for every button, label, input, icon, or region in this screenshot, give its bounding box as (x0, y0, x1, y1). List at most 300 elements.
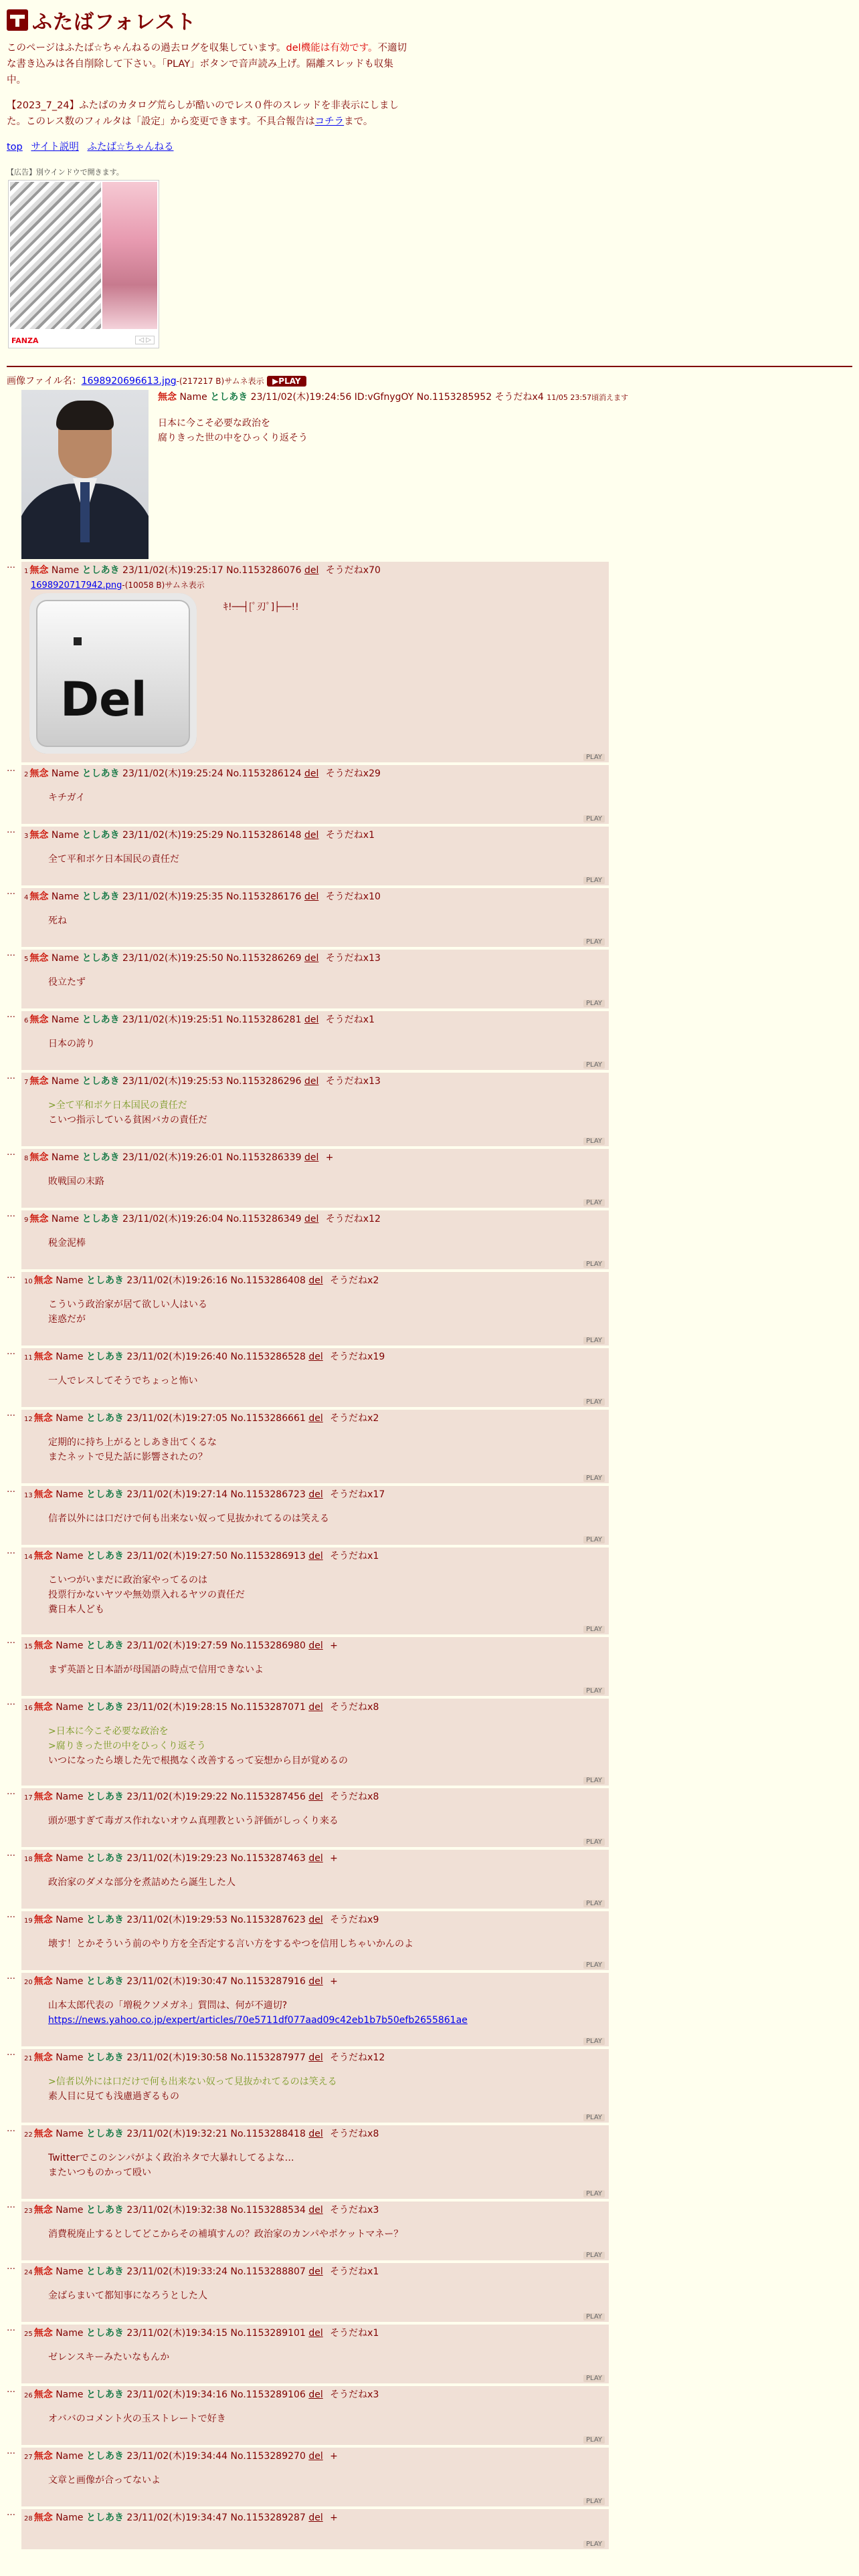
reply-play-button[interactable]: PLAY (583, 1626, 605, 1633)
reply-body-box (21, 2448, 609, 2506)
del-key-thumbnail[interactable] (29, 593, 197, 754)
reply-del-link[interactable]: del (304, 830, 319, 841)
reply-body (48, 2473, 606, 2488)
reply-sodane[interactable]: そうだねx1 (325, 1014, 375, 1025)
reply-subject: 無念 (29, 1152, 49, 1163)
ad-banner[interactable] (8, 180, 159, 348)
op-file-line (7, 374, 852, 387)
reply-del-link[interactable]: del (308, 1915, 323, 1925)
reply-body-line: 糞日本人ども (48, 1604, 104, 1615)
reply-menu-icon[interactable]: … (7, 2385, 15, 2395)
reply-sodane[interactable]: そうだねx9 (330, 1915, 379, 1925)
reply-sodane[interactable]: そうだねx29 (325, 768, 381, 779)
reply-sodane[interactable]: + (330, 1640, 338, 1651)
reply-url-link[interactable]: https://news.yahoo.co.jp/expert/articles/70e5711df077aad09c42eb1b7b50efb2655861ae (48, 2015, 468, 2026)
reply-menu-icon[interactable]: … (7, 2200, 15, 2210)
reply-menu-icon[interactable]: … (7, 1636, 15, 1646)
reply (7, 888, 609, 947)
reply-body (48, 1998, 606, 2028)
reply-body-box (21, 2202, 609, 2260)
reply-index: 2 (24, 771, 29, 778)
reply-play-button[interactable]: PLAY (583, 2252, 605, 2259)
reply-name-label: Name (56, 1489, 84, 1500)
reply-del-link[interactable]: del (308, 1976, 323, 1987)
reply-del-link[interactable]: del (304, 891, 319, 902)
reply-body-line: 一人でレスしてそうでちょっと怖い (48, 1376, 198, 1386)
reply-body-line: 政治家のダメな部分を煮詰めたら誕生した人 (48, 1877, 235, 1888)
reply-body-line: 信者以外には口だけで何も出来ない奴って見抜かれてるのは笑える (48, 1513, 329, 1524)
reply-menu-icon[interactable]: … (7, 1787, 15, 1797)
reply-body-box (21, 562, 609, 762)
reply-sodane[interactable]: そうだねx2 (330, 1275, 379, 1286)
reply-date: 23/11/02(木)19:25:51 No.1153286281 (122, 1014, 302, 1025)
reply-del-link[interactable]: del (308, 2512, 323, 2523)
reply-play-button[interactable]: PLAY (583, 1900, 605, 1907)
reply-index: 9 (24, 1216, 29, 1224)
reply-body-line: 投票行かないヤツや無効票入れるヤツの責任だ (48, 1590, 245, 1600)
reply-menu-icon[interactable]: … (7, 1408, 15, 1418)
reply-body-box (21, 1149, 609, 1208)
reply-date: 23/11/02(木)19:32:38 No.1153288534 (126, 2205, 306, 2216)
reply-play-button[interactable]: PLAY (583, 1000, 605, 1007)
reply-date: 23/11/02(木)19:30:47 No.1153287916 (126, 1976, 306, 1987)
reply-index: 6 (24, 1017, 29, 1025)
reply-name-label: Name (56, 2052, 84, 2063)
reply-date: 23/11/02(木)19:26:16 No.1153286408 (126, 1275, 306, 1286)
reply-body (48, 2151, 606, 2180)
top-link[interactable]: top (7, 142, 23, 152)
reply-menu-icon[interactable]: … (7, 1071, 15, 1081)
reply-body-line: 迷惑だが (48, 1314, 86, 1325)
reply-body (48, 975, 606, 990)
reply-body (48, 1875, 606, 1890)
reply-body (48, 1435, 606, 1465)
reply-body-line: 税金泥棒 (48, 1238, 86, 1249)
reply-name-label: Name (56, 2129, 84, 2139)
site-header (7, 5, 852, 35)
reply (7, 950, 609, 1008)
reply-del-link[interactable]: del (304, 768, 319, 779)
reply-play-button[interactable]: PLAY (583, 754, 605, 761)
reply-sodane[interactable]: + (330, 2451, 338, 2462)
reply-subject: 無念 (33, 2328, 53, 2339)
reply-header (24, 2510, 606, 2527)
reply-name-label: Name (51, 891, 80, 902)
reply-name: としあき (82, 768, 120, 779)
reply-play-button[interactable]: PLAY (583, 1536, 605, 1543)
reply-play-button[interactable]: PLAY (583, 1961, 605, 1969)
reply-name-label: Name (51, 1214, 80, 1224)
reply-body-line: またネットで見た話に影響されたの？ (48, 1452, 207, 1463)
reply-menu-icon[interactable]: … (7, 825, 15, 835)
reply-name: としあき (86, 1352, 124, 1362)
reply-header (24, 1012, 606, 1029)
reply (7, 1210, 609, 1269)
reply-date: 23/11/02(木)19:29:53 No.1153287623 (126, 1915, 306, 1925)
reply-date: 23/11/02(木)19:26:01 No.1153286339 (122, 1152, 302, 1163)
reply-sodane[interactable]: そうだねx8 (330, 1702, 379, 1713)
reply-play-button[interactable]: PLAY (583, 1777, 605, 1784)
reply-del-link[interactable]: del (304, 1214, 319, 1224)
reply-play-button[interactable]: PLAY (583, 1138, 605, 1145)
reply-sodane[interactable]: そうだねx19 (330, 1352, 385, 1362)
bug-report-link[interactable]: コチラ (314, 116, 345, 127)
reply-name: としあき (86, 1915, 124, 1925)
reply-play-button[interactable]: PLAY (583, 2313, 605, 2321)
reply-name-label: Name (56, 1792, 84, 1802)
reply-body (48, 1174, 606, 1189)
reply-subject: 無念 (33, 2205, 53, 2216)
reply-sodane[interactable]: そうだねx3 (330, 2389, 379, 2400)
reply-play-button[interactable]: PLAY (583, 2114, 605, 2121)
reply-body-box (21, 1272, 609, 1346)
reply-body (48, 1814, 606, 1828)
reply-body-box (21, 1637, 609, 1696)
reply-del-link[interactable]: del (308, 1853, 323, 1864)
reply-name-label: Name (51, 565, 80, 576)
reply-sodane[interactable]: そうだねx17 (330, 1489, 385, 1500)
reply-sodane[interactable]: + (330, 1853, 338, 1864)
reply-name: としあき (86, 1551, 124, 1562)
reply-quote-line: >日本に今こそ必要な政治を (48, 1726, 169, 1737)
reply-subject: 無念 (33, 1792, 53, 1802)
reply-index: 8 (24, 1155, 29, 1162)
reply-name: としあき (86, 1792, 124, 1802)
reply-play-button[interactable]: PLAY (583, 1337, 605, 1344)
reply-play-button[interactable]: PLAY (583, 1398, 605, 1406)
ad-label: 【広告】別ウインドウで開きます。 (7, 168, 124, 177)
op-sodane[interactable]: そうだねx4 (494, 392, 544, 403)
reply-name-label: Name (56, 2389, 84, 2400)
reply-subject: 無念 (33, 2389, 53, 2400)
reply-del-link[interactable]: del (308, 1275, 323, 1286)
reply-index: 12 (24, 1416, 33, 1423)
reply (7, 2448, 609, 2506)
reply-del-link[interactable]: del (308, 2129, 323, 2139)
reply-del-link[interactable]: del (308, 1702, 323, 1713)
reply-play-button[interactable]: PLAY (583, 1061, 605, 1069)
reply-sodane[interactable]: そうだねx8 (330, 1792, 379, 1802)
reply-del-link[interactable]: del (308, 1792, 323, 1802)
reply-body-line: 素人目に見ても浅慮過ぎるもの (48, 2091, 179, 2102)
reply-subject: 無念 (33, 1853, 53, 1864)
reply-play-button[interactable]: PLAY (583, 2375, 605, 2382)
reply-play-button[interactable]: PLAY (583, 815, 605, 823)
reply-play-button[interactable]: PLAY (583, 1687, 605, 1695)
reply-body-line: 死ね (48, 916, 67, 926)
reply-del-link[interactable]: del (308, 1352, 323, 1362)
reply-body-box (21, 2325, 609, 2383)
reply-name-label: Name (56, 2266, 84, 2277)
reply-body-line: 消費税廃止するとしてどこからその補填すんの？政治家のカンパやポケットマネー？ (48, 2229, 403, 2240)
reply-header (24, 828, 606, 844)
reply-subject: 無念 (33, 1915, 53, 1925)
site-title[interactable]: ふたばフォレスト (32, 11, 197, 34)
reply-menu-icon[interactable]: … (7, 2124, 15, 2134)
reply-del-link[interactable]: del (304, 565, 319, 576)
reply (7, 2125, 609, 2199)
reply-sodane[interactable]: + (330, 2512, 338, 2523)
reply-play-button[interactable]: PLAY (583, 2541, 605, 2548)
intro-paragraph-2 (7, 98, 408, 130)
reply-index: 16 (24, 1705, 33, 1712)
reply-menu-icon[interactable]: … (7, 764, 15, 774)
reply-sodane[interactable]: そうだねx12 (325, 1214, 381, 1224)
reply-file-meta: -(10058 B)サムネ表示 (122, 580, 205, 590)
reply-play-button[interactable]: PLAY (583, 938, 605, 946)
reply-index: 10 (24, 1278, 33, 1285)
reply-body-box (21, 1073, 609, 1146)
reply-subject: 無念 (33, 2052, 53, 2063)
op-subject: 無念 (158, 392, 177, 403)
reply-play-button[interactable]: PLAY (583, 1261, 605, 1268)
reply-file-link[interactable]: 1698920717942.png (31, 580, 122, 591)
reply-sodane[interactable]: そうだねx8 (330, 2129, 379, 2139)
reply-menu-icon[interactable]: … (7, 1546, 15, 1556)
reply-name: としあき (86, 1489, 124, 1500)
reply-sodane[interactable]: そうだねx2 (330, 1413, 379, 1424)
reply (7, 1272, 609, 1346)
reply-sodane[interactable]: + (330, 1976, 338, 1987)
reply-subject: 無念 (33, 1352, 53, 1362)
reply-body (48, 2288, 606, 2303)
reply-menu-icon[interactable]: … (7, 560, 15, 570)
reply-menu-icon[interactable]: … (7, 1971, 15, 1981)
reply-del-link[interactable]: del (308, 2451, 323, 2462)
reply-index: 22 (24, 2131, 33, 2139)
reply-body-box (21, 1011, 609, 1070)
futaba-link[interactable]: ふたば☆ちゃんねる (87, 142, 174, 152)
reply-header (24, 1273, 606, 1289)
reply-sodane[interactable]: そうだねx3 (330, 2205, 379, 2216)
ad-image-right[interactable] (102, 182, 157, 329)
reply-subject: 無念 (33, 2451, 53, 2462)
reply-play-button[interactable]: PLAY (583, 877, 605, 884)
reply-subject: 無念 (33, 1702, 53, 1713)
reply-body (48, 2074, 606, 2104)
reply (7, 2202, 609, 2260)
reply-name: としあき (86, 2512, 124, 2523)
reply-menu-icon[interactable]: … (7, 2048, 15, 2058)
reply-sodane[interactable]: そうだねx13 (325, 1076, 381, 1087)
site-description-link[interactable]: サイト説明 (31, 142, 79, 152)
reply-quote-line: >信者以外には口だけで何も出来ない奴って見抜かれてるのは笑える (48, 2076, 337, 2087)
reply-del-link[interactable]: del (304, 1152, 319, 1163)
key-dot (74, 637, 82, 645)
reply-menu-icon[interactable]: … (7, 948, 15, 958)
reply-sodane[interactable]: + (325, 1152, 334, 1163)
reply-menu-icon[interactable]: … (7, 887, 15, 897)
reply-name: としあき (82, 1014, 120, 1025)
reply-subject: 無念 (33, 1489, 53, 1500)
reply-sodane[interactable]: そうだねx10 (325, 891, 381, 902)
reply-body (48, 1511, 606, 1526)
reply-sodane[interactable]: そうだねx13 (325, 953, 381, 964)
reply-menu-icon[interactable]: … (7, 1347, 15, 1357)
reply-name: としあき (86, 1413, 124, 1424)
reply (7, 2263, 609, 2322)
reply-name: としあき (82, 953, 120, 964)
reply-del-link[interactable]: del (308, 2389, 323, 2400)
reply-header (24, 1411, 606, 1427)
reply-subject: 無念 (29, 565, 49, 576)
reply-body (48, 1374, 606, 1388)
reply-del-link[interactable]: del (308, 1413, 323, 1424)
reply-header (24, 889, 606, 905)
reply-del-link[interactable]: del (304, 1014, 319, 1025)
reply-subject: 無念 (33, 2266, 53, 2277)
reply-name-label: Name (56, 1976, 84, 1987)
reply-menu-icon[interactable]: … (7, 1148, 15, 1158)
reply-index: 23 (24, 2208, 33, 2215)
reply-del-link[interactable]: del (308, 1489, 323, 1500)
reply-play-button[interactable]: PLAY (583, 1838, 605, 1846)
reply-play-button[interactable]: PLAY (583, 1199, 605, 1206)
reply-sodane[interactable]: そうだねx1 (330, 1551, 379, 1562)
reply-quote-line: >腐りきった世の中をひっくり返そう (48, 1741, 206, 1751)
reply-play-button[interactable]: PLAY (583, 2190, 605, 2197)
reply (7, 1410, 609, 1483)
reply-body-line: 全て平和ボケ日本国民の責任だ (48, 854, 179, 865)
reply-body (48, 1098, 606, 1128)
reply-body-line: 文章と画像が合ってないよ (48, 2475, 161, 2486)
reply (7, 1699, 609, 1786)
reply-header (24, 1487, 606, 1503)
reply-menu-icon[interactable]: … (7, 2262, 15, 2272)
reply-del-link[interactable]: del (308, 2052, 323, 2063)
reply-header (24, 766, 606, 782)
reply-date: 23/11/02(木)19:34:44 No.1153289270 (126, 2451, 306, 2462)
tie-shape (80, 482, 90, 542)
reply-header (24, 2050, 606, 2066)
reply-date: 23/11/02(木)19:25:35 No.1153286176 (122, 891, 302, 902)
reply-name: としあき (86, 2328, 124, 2339)
reply-date: 23/11/02(木)19:25:24 No.1153286124 (122, 768, 302, 779)
reply-body-line: ｷ!──┤[ﾟ刃ﾟ]├──!! (223, 602, 299, 613)
reply-body-box (21, 1486, 609, 1545)
reply-body-box (21, 827, 609, 885)
reply-date: 23/11/02(木)19:27:50 No.1153286913 (126, 1551, 306, 1562)
reply-menu-icon[interactable]: … (7, 1697, 15, 1707)
reply (7, 1788, 609, 1847)
reply-index: 28 (24, 2515, 33, 2523)
reply-menu-icon[interactable]: … (7, 1848, 15, 1858)
reply-header (24, 1638, 606, 1654)
reply-name-label: Name (56, 1640, 84, 1651)
reply-menu-icon[interactable]: … (7, 1271, 15, 1281)
reply-del-link[interactable]: del (308, 1551, 323, 1562)
op-file-link[interactable]: 1698920696613.jpg (81, 376, 177, 387)
reply-body (48, 1037, 606, 1051)
reply-body-line: またいつものかって殴い (48, 2167, 151, 2178)
reply-subject: 無念 (33, 1640, 53, 1651)
reply-body-line: ゼレンスキーみたいなもんか (48, 2352, 170, 2363)
reply-body (48, 1937, 606, 1951)
reply-index: 1 (24, 568, 29, 575)
reply-menu-icon[interactable]: … (7, 1485, 15, 1495)
reply-sodane[interactable]: そうだねx12 (330, 2052, 385, 2063)
reply-play-button[interactable]: PLAY (583, 2436, 605, 2444)
ad-nav-arrows[interactable]: ◁ ▷ (135, 336, 155, 344)
reply-header (24, 951, 606, 967)
reply-body (48, 1662, 606, 1677)
reply-subject: 無念 (33, 2129, 53, 2139)
reply-sodane[interactable]: そうだねx1 (330, 2328, 379, 2339)
reply-index: 15 (24, 1643, 33, 1650)
site-logo-icon (7, 9, 28, 31)
reply-body-line: いつになったら壊した先で根拠なく改善するって妄想から目が覚めるの (48, 1755, 348, 1766)
ad-image-left[interactable] (10, 182, 101, 329)
reply-header (24, 2387, 606, 2403)
reply-sodane[interactable]: そうだねx1 (330, 2266, 379, 2277)
reply-body-line: オババのコメント火の玉ストレートで好き (48, 2413, 226, 2424)
reply-name-label: Name (51, 1014, 80, 1025)
op-body-line: 日本に今こそ必要な政治を (158, 418, 270, 429)
reply-body-line: 金ばらまいて都知事になろうとした人 (48, 2290, 207, 2301)
reply-subject: 無念 (29, 1076, 49, 1087)
reply-body-box (21, 1850, 609, 1909)
reply-sodane[interactable]: そうだねx1 (325, 830, 375, 841)
reply-body (48, 1573, 606, 1617)
reply-body-line: 敗戦国の末路 (48, 1176, 104, 1187)
reply-sodane[interactable]: そうだねx70 (325, 565, 381, 576)
reply-body-box (21, 2386, 609, 2445)
reply-name-label: Name (56, 1915, 84, 1925)
reply-body-line: まず英語と日本語が母国語の時点で信用できないよ (48, 1665, 264, 1675)
reply-del-link[interactable]: del (304, 1076, 319, 1087)
reply-del-link[interactable]: del (308, 2266, 323, 2277)
reply-index: 26 (24, 2392, 33, 2399)
reply-name: としあき (82, 1214, 120, 1224)
reply-menu-icon[interactable]: … (7, 1209, 15, 1219)
reply-del-link[interactable]: del (308, 2328, 323, 2339)
reply-date: 23/11/02(木)19:29:23 No.1153287463 (126, 1853, 306, 1864)
divider (7, 366, 852, 367)
reply-body-box (21, 765, 609, 824)
intro-del-notice: del機能は有効です。 (286, 43, 378, 53)
reply (7, 1149, 609, 1208)
reply-menu-icon[interactable]: … (7, 2446, 15, 2456)
reply-body-box (21, 1973, 609, 2046)
reply-play-button[interactable]: PLAY (583, 2038, 605, 2045)
reply-subject: 無念 (29, 830, 49, 841)
reply-body (48, 2227, 606, 2242)
reply-index: 17 (24, 1794, 33, 1802)
reply (7, 1911, 609, 1970)
reply-del-link[interactable]: del (304, 953, 319, 964)
reply-index: 18 (24, 1856, 33, 1863)
intro-paragraph-1 (7, 40, 408, 88)
op-play-button[interactable]: ▶PLAY (267, 376, 306, 387)
reply-name-label: Name (56, 1853, 84, 1864)
op-thumbnail[interactable] (21, 390, 149, 559)
reply-body-box (21, 1788, 609, 1847)
reply-play-button[interactable]: PLAY (583, 1475, 605, 1482)
reply-menu-icon[interactable]: … (7, 2323, 15, 2333)
reply-menu-icon[interactable]: … (7, 1910, 15, 1920)
reply-header (24, 1913, 606, 1929)
reply-name: としあき (86, 1976, 124, 1987)
reply-name-label: Name (56, 2328, 84, 2339)
reply-menu-icon[interactable]: … (7, 2508, 15, 2518)
reply-del-link[interactable]: del (308, 2205, 323, 2216)
reply-body-line: 山本太郎代表の「増税クソメガネ」質問は、何が不適切? (48, 2000, 288, 2011)
reply (7, 2049, 609, 2123)
reply-del-link[interactable]: del (308, 1640, 323, 1651)
reply-play-button[interactable]: PLAY (583, 2498, 605, 2505)
intro-text: このページはふたば☆ちゃんねるの過去ログを収集しています。 (7, 43, 286, 53)
reply-menu-icon[interactable]: … (7, 1010, 15, 1020)
